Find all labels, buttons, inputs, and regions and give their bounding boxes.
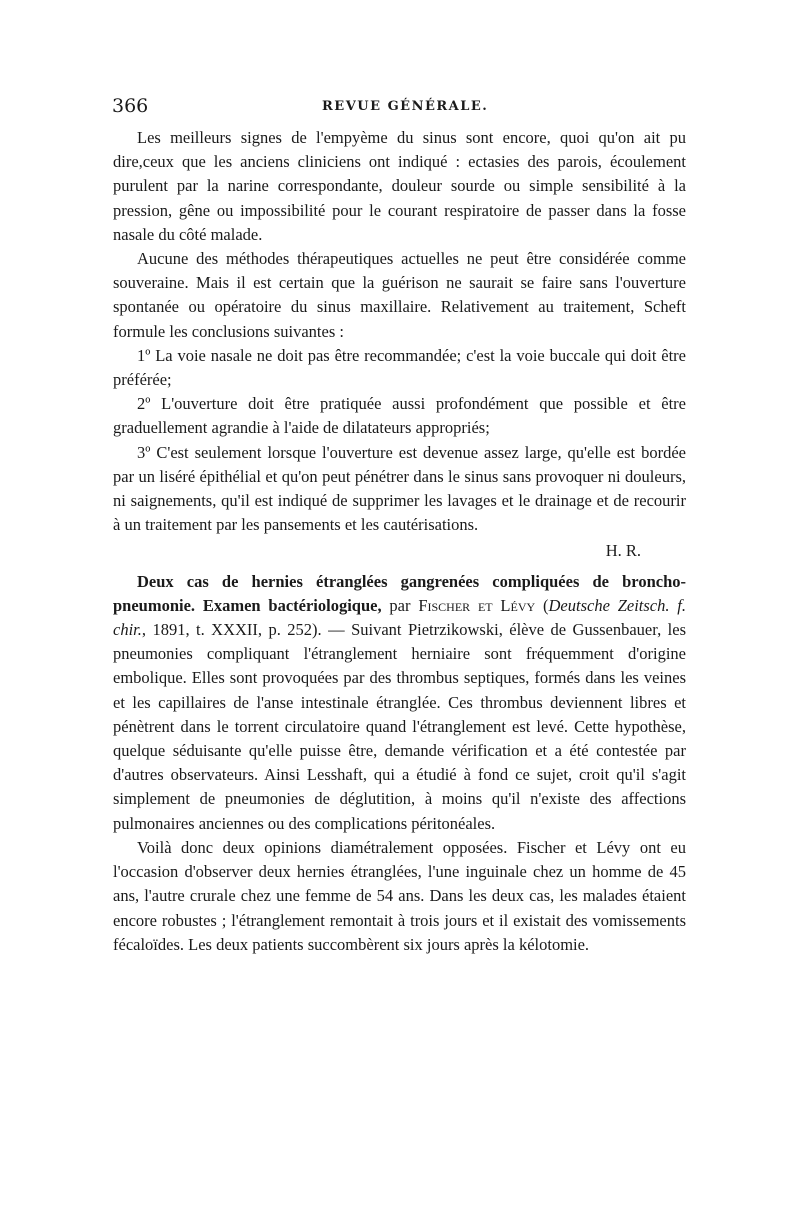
paragraph-conclusion-2: 2º L'ouverture doit être pratiquée aussi profondément que possible et être graduellement agrandie à l'aide de dilatateurs appropriés;: [113, 394, 686, 438]
review-journal: Deutsche Zeitsch. f. chir.: [113, 595, 687, 640]
review-authors: Fischer et Lévy: [418, 595, 536, 615]
review-citation-open: (: [535, 595, 549, 615]
paragraph-observations: Voilà donc deux opinions diamétralement opposées. Fischer et Lévy ont eu l'occasion d'observer deux hernies étranglées, l'une inguinale chez un homme de 45 ans, l'autre crurale chez une femme de 54 ans. Dans les deux cas, les malades étaient encore robustes ; l'étranglement remontait à trois jours et il existait des vomissements fécaloïdes. Les deux patients succombèrent six jours après la kélotomie.: [113, 837, 686, 954]
review-title: Deux cas de hernies étranglées gangrenées compliquées de broncho-pneumonie. Examen bactériologique,: [113, 571, 686, 615]
review-text: — Suivant Pietrzikowski, élève de Gussenbauer, les pneumonies compliquant l'étranglement herniaire sont fréquemment d'origine embolique. Elles sont provoquées par des thrombus septiques, formés dans les veines et les capillaires de l'anse intestinale étranglée. Ces thrombus deviennent libres et pénètrent dans le torrent circulatoire quand l'étranglement est levé. Cette hypothèse, quelque séduisante qu'elle puisse être, demande vérification et a été contestée par d'autres observateurs. Ainsi Lesshaft, qui a étudié à fond ce sujet, croit qu'il s'agit simplement de pneumonies de déglutition, à moins qu'il n'existe des affections pulmonaires anciennes ou des complications péritonéales.: [113, 620, 686, 833]
author-signature: H. R.: [605, 541, 641, 561]
page-header: [112, 95, 672, 125]
review-citation-rest: , 1891, t. XXXII, p. 252).: [141, 620, 322, 640]
paragraph-empyeme-signs: Les meilleurs signes de l'empyème du sinus sont encore, quoi qu'on ait pu dire,ceux que les anciens cliniciens ont indiqué : ectasies des parois, écoulement purulent par la narine correspondante, douleur sourde ou simple sensibilité à la pression, gêne ou impossibilité pour le courant respiratoire de passer dans la fosse nasale du côté malade.: [113, 128, 686, 244]
review-paragraph: [113, 570, 686, 836]
paragraph-therapeutics: Aucune des méthodes thérapeutiques actuelles ne peut être considérée comme souveraine. Mais il est certain que la guérison ne saurait se faire sans l'ouverture spontanée ou opératoire du sinus maxillaire. Relativement au traitement, Scheft formule les conclusions suivantes :: [113, 249, 686, 341]
page-body: [113, 126, 686, 957]
running-title: REVUE GÉNÉRALE.: [322, 99, 489, 114]
paragraph-conclusion-1: 1º La voie nasale ne doit pas être recommandée; c'est la voie buccale qui doit être préférée;: [113, 345, 686, 390]
paragraph-conclusion-3: 3º C'est seulement lorsque l'ouverture est devenue assez large, qu'elle est bordée par un liséré épithélial et qu'on peut pénétrer dans le sinus sans provoquer ni douleurs, ni saignements, qu'il est indiqué de supprimer les lavages et le drainage et de recourir à un traitement par les pansements et les cautérisations.: [113, 442, 686, 535]
review-by: par: [381, 595, 419, 615]
page-number: 366: [112, 95, 149, 117]
